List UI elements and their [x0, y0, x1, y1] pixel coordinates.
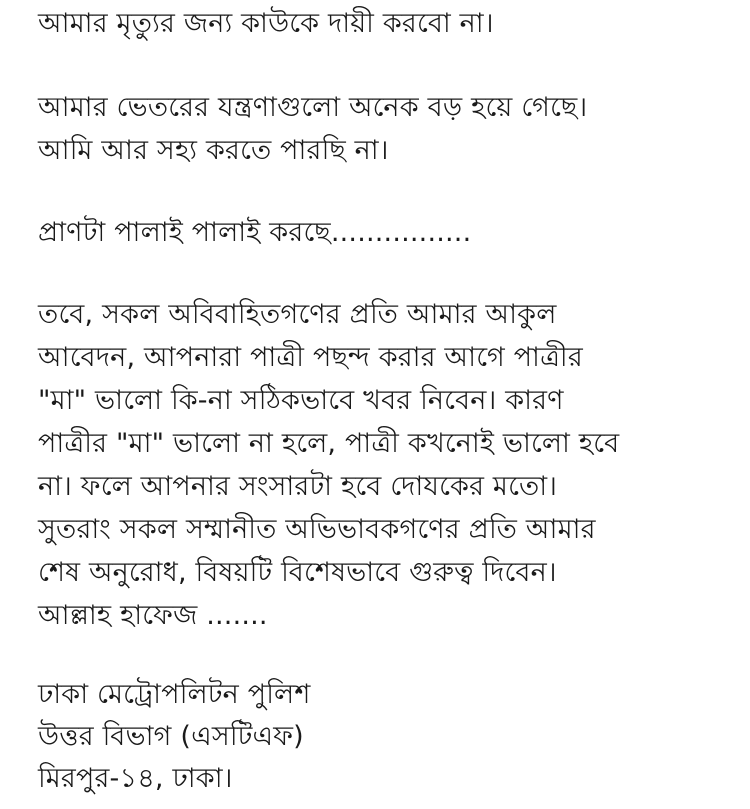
- paragraph-pain: [38, 86, 738, 172]
- text-line: আমার মৃত্যুর জন্য কাউকে দায়ী করবো না।: [38, 8, 494, 39]
- text-line: মিরপুর-১৪, ঢাকা।: [38, 763, 233, 794]
- text-line: "মা" ভালো কি-না সঠিকভাবে খবর নিবেন। কারণ: [38, 385, 564, 416]
- paragraph-appeal: [38, 293, 738, 637]
- text-line: ঢাকা মেট্রোপলিটন পুলিশ: [38, 679, 311, 710]
- text-line: আমি আর সহ্য করতে পারছি না।: [38, 135, 389, 166]
- paragraph-gap: [38, 172, 738, 215]
- text-line: সুতরাং সকল সম্মানীত অভিভাবকগণের প্রতি আমার: [38, 514, 596, 545]
- paragraph-soul: [38, 211, 738, 254]
- paragraph-gap: [38, 45, 738, 88]
- text-line: আমার ভেতরের যন্ত্রণাগুলো অনেক বড় হয়ে গেছে।: [38, 92, 588, 123]
- text-line: পাত্রীর "মা" ভালো না হলে, পাত্রী কখনোই ভালো হবে: [38, 428, 620, 459]
- paragraph-opening: [38, 2, 738, 45]
- text-line: আল্লাহ হাফেজ .......: [38, 600, 268, 631]
- text-line: উত্তর বিভাগ (এসটিএফ): [38, 721, 304, 752]
- note-document: [38, 0, 738, 800]
- paragraph-gap: [38, 254, 738, 297]
- paragraph-signature: [38, 674, 738, 800]
- text-line: আবেদন, আপনারা পাত্রী পছন্দ করার আগে পাত্রীর: [38, 342, 583, 373]
- text-line: শেষ অনুরোধ, বিষয়টি বিশেষভাবে গুরুত্ব দিবেন।: [38, 557, 557, 588]
- text-line: প্রাণটা পালাই পালাই করছে................: [38, 217, 472, 248]
- text-line: না। ফলে আপনার সংসারটা হবে দোযকের মতো।: [38, 471, 558, 502]
- text-line: তবে, সকল অবিবাহিতগণের প্রতি আমার আকুল: [38, 299, 557, 330]
